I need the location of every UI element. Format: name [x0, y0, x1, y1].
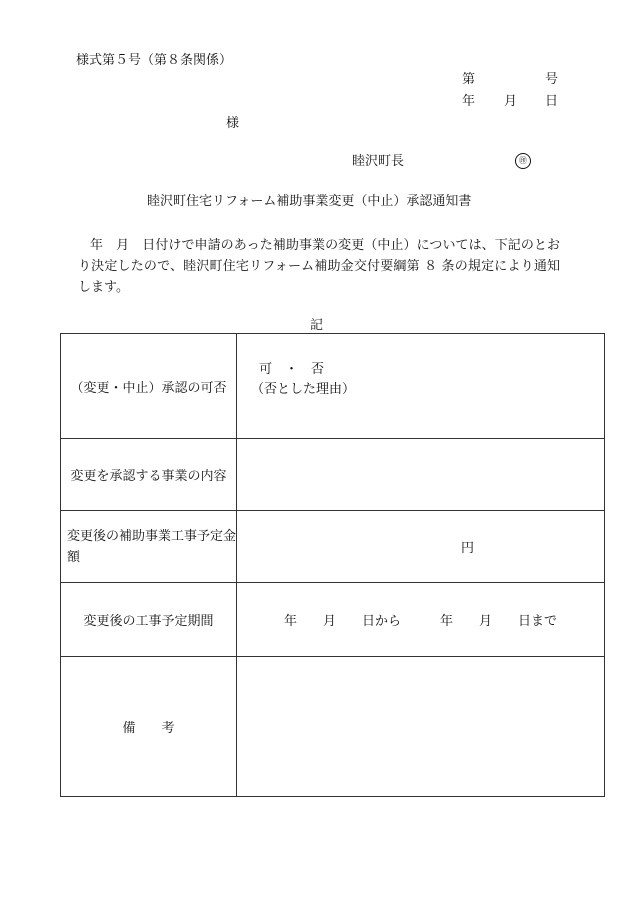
date-day-label: 日 — [545, 94, 559, 109]
seal-icon: ㊞ — [515, 153, 531, 169]
table-row — [61, 511, 605, 583]
document-title: 睦沢町住宅リフォーム補助事業変更（中止）承認通知書 — [147, 194, 472, 209]
yes-no-choice[interactable]: 可 ・ 否 — [259, 362, 325, 377]
period-value-cell[interactable] — [237, 583, 605, 657]
approval-value-cell[interactable] — [237, 334, 605, 439]
remarks-label: 備 考 — [122, 721, 175, 736]
period-label: 変更後の工事予定期間 — [83, 614, 214, 629]
approval-label: （変更・中止）承認の可否 — [70, 380, 227, 396]
approval-label-cell — [61, 334, 237, 439]
reference-number-prefix: 第 — [462, 72, 476, 87]
project-content-value-cell[interactable] — [237, 439, 605, 511]
table-row — [61, 657, 605, 797]
period-label-cell — [61, 583, 237, 657]
notice-body-text: 年 月 日付けで申請のあった補助事業の変更（中止）については、下記のとおり決定したので、睦沢町住宅リフォーム補助金交付要綱第 ８ 条の規定により通知します。 — [78, 238, 560, 295]
yen-unit: 円 — [460, 541, 474, 556]
ki-heading: 記 — [310, 318, 324, 333]
amount-value-cell[interactable] — [237, 511, 605, 583]
approval-form-table — [60, 333, 605, 797]
form-number: 様式第５号（第８条関係） — [76, 53, 233, 68]
amount-label: 変更後の補助事業工事予定金額 — [67, 528, 237, 565]
table-row — [61, 439, 605, 511]
remarks-label-cell — [61, 657, 237, 797]
reference-number-suffix: 号 — [545, 72, 559, 87]
table-row — [61, 583, 605, 657]
date-month-label: 月 — [504, 94, 518, 109]
rejection-reason-label: （否とした理由） — [251, 382, 356, 397]
table-row — [61, 334, 605, 439]
date-year-label: 年 — [462, 94, 476, 109]
issuer-name: 睦沢町長 — [352, 154, 405, 169]
project-content-label-cell — [61, 439, 237, 511]
period-range: 年 月 日から 年 月 日まで — [283, 614, 557, 629]
amount-label-cell — [61, 511, 237, 583]
addressee-honorific: 様 — [226, 116, 240, 131]
remarks-value-cell[interactable] — [237, 657, 605, 797]
project-content-label: 変更を承認する事業の内容 — [70, 469, 227, 484]
